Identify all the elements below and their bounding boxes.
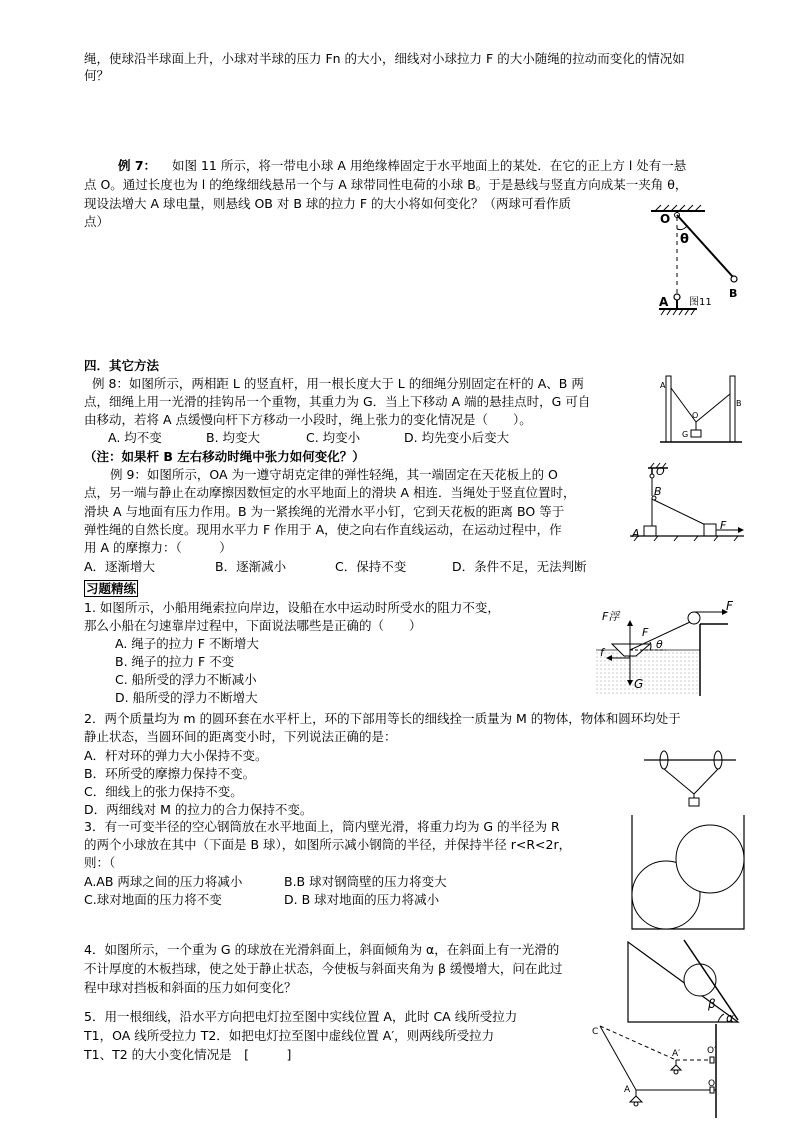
- ex7-line-3: 现设法增大 A 球电量，则悬线 OB 对 B 球的拉力 F 的大小将如何变化？（两球可看作质: [84, 196, 572, 211]
- ex9-line-5: 用 A 的摩擦力：（ ）: [84, 540, 232, 555]
- ex9-fig-label-b: B: [654, 485, 662, 498]
- q4-line-1: 4．如图所示，一个重为 G 的球放在光滑斜面上，斜面倾角为 α，在斜面上有一光滑的: [84, 942, 560, 957]
- q5-fig-label-aprime: A′: [672, 1049, 681, 1059]
- q1-fig-label-g: G: [634, 677, 644, 691]
- q2-line-1: 2．两个质量均为 m 的圆环套在水平杆上，环的下部用等长的细线拴一质量为 M 的物体，物体和圆环均处于: [84, 711, 681, 726]
- ex9-fig-label-o: O: [656, 465, 665, 478]
- ex8-line-2: 点，细绳上用一光滑的挂钩吊一个重物，其重力为 G．当上下移动 A 端的悬挂点时，G 可自: [84, 394, 591, 409]
- ex8-fig-label-a: A: [660, 381, 666, 390]
- ex8-option-a: A. 均不变: [108, 430, 162, 445]
- ex9-fig-label-a: A: [632, 527, 640, 540]
- q1-fig-label-f-small: f: [600, 646, 604, 659]
- ex9-option-d: D．条件不足，无法判断: [452, 559, 587, 574]
- q1-fig-label-f-rope: F: [642, 626, 649, 639]
- ex7-line-2: 点 O。通过长度也为 l 的绝缘细线悬吊一个与 A 球带同性电荷的小球 B。于是悬线与竖直方向成某一夹角 θ，: [84, 177, 688, 192]
- figure-q5-lamp: [590, 1022, 720, 1120]
- q2-option-d: D．两细线对 M 的拉力的合力保持不变。: [84, 802, 313, 817]
- q4-fig-label-alpha: α: [726, 1011, 734, 1025]
- q2-option-a: A．杆对环的弹力大小保持不变。: [84, 748, 268, 763]
- q2-line-2: 静止状态，当圆环间的距离变小时，下列说法正确的是：: [84, 729, 397, 744]
- ex8-fig-label-g: G: [682, 430, 689, 439]
- q5-fig-label-c: C: [592, 1027, 599, 1037]
- figure-ex8: [660, 374, 744, 446]
- q3-line-1: 3．有一可变半径的空心钢筒放在水平地面上，筒内壁光滑，将重力均为 G 的半径为 R: [84, 819, 560, 834]
- q5-line-3: T1、T2 的大小变化情况是 [ ]: [84, 1047, 292, 1062]
- q5-fig-label-a: A: [624, 1085, 631, 1095]
- ex8-fig-label-b: B: [736, 399, 742, 408]
- ex9-line-3: 滑块 A 与地面有压力作用。B 为一紧挨绳的光滑水平小钉，它到天花板的距离 BO 等于: [84, 504, 565, 519]
- fig11-label-b: B: [729, 287, 738, 300]
- ex7-label: 例 7：: [118, 158, 157, 173]
- intro-line-2: 何？: [84, 68, 110, 83]
- ex9-fig-label-f: F: [720, 519, 727, 532]
- q5-fig-label-o: O: [708, 1079, 716, 1089]
- q5-line-2: T1，OA 线所受拉力 T2．如把电灯拉至图中虚线位置 A′，则两线所受拉力: [84, 1028, 495, 1043]
- q2-option-b: B．环所受的摩擦力保持不变。: [84, 766, 256, 781]
- ex9-line-2: 点，另一端与静止在动摩擦因数恒定的水平地面上的滑块 A 相连．当绳处于竖直位置时，: [84, 485, 576, 500]
- q4-line-2: 不计厚度的木板挡球，使之处于静止状态，今使板与斜面夹角为 β 缓慢增大，问在此过: [84, 961, 563, 976]
- intro-line-1: 绳，使球沿半球面上升，小球对半球的压力 Fn 的大小，细线对小球拉力 F 的大小随绳的拉动而变化的情况如: [84, 51, 685, 66]
- ex9-option-b: B．逐渐减小: [215, 559, 287, 574]
- q3-line-2: 的两个小球放在其中（下面是 B 球），如图所示减小钢筒的半径，并保持半径 r<R<2r，: [84, 837, 572, 852]
- q1-option-a: A. 绳子的拉力 F 不断增大: [115, 636, 259, 651]
- q1-fig-label-theta: θ: [656, 638, 663, 651]
- q3-line-3: 则：（: [84, 855, 116, 870]
- ex9-line-4: 弹性绳的自然长度。现用水平力 F 作用于 A，使之向右作直线运动，在运动过程中，作: [84, 522, 562, 537]
- q3-option-c: C.球对地面的压力将不变: [84, 892, 222, 907]
- practice-title-text: 习题精练: [86, 581, 137, 596]
- ex8-line-3: 由移动，若将 A 点缓慢向杆下方移动一小段时，绳上张力的变化情况是（ ）。: [84, 412, 532, 427]
- ex8-line-1: 例 8：如图所示，两相距 L 的竖直杆，用一根长度大于 L 的细绳分别固定在杆的 A、B 两: [92, 376, 584, 391]
- figure-ex9: [626, 462, 746, 546]
- ex8-fig-label-o: O: [692, 411, 699, 420]
- q1-option-b: B. 绳子的拉力 F 不变: [115, 654, 235, 669]
- fig11-label-o: O: [660, 212, 671, 226]
- ex7-line-4: 点）: [84, 214, 110, 229]
- q4-fig-label-beta: β: [708, 997, 716, 1011]
- ex9-line-1: 例 9：如图所示，OA 为一遵守胡克定律的弹性轻绳，其一端固定在天花板上的 O: [110, 467, 558, 482]
- ex8-option-d: D. 均先变小后变大: [404, 430, 510, 445]
- figure-11: [645, 203, 745, 323]
- section-4-title: 四．其它方法: [84, 358, 160, 373]
- ex8-option-c: C. 均变小: [306, 430, 361, 445]
- q5-line-1: 5．用一根细线，沿水平方向把电灯拉至图中实线位置 A，此时 CA 线所受拉力: [84, 1009, 518, 1024]
- fig11-label-theta: θ: [680, 232, 689, 247]
- ex9-option-c: C．保持不变: [335, 559, 407, 574]
- fig11-label-a: A: [659, 295, 669, 309]
- q2-option-c: C．细线上的张力保持不变。: [84, 784, 243, 799]
- figure-q1-boat: [596, 600, 746, 700]
- q1-line-2: 那么小船在匀速靠岸过程中，下面说法哪些是正确的（ ）: [84, 618, 422, 633]
- q1-option-c: C. 船所受的浮力不断减小: [115, 672, 257, 687]
- q3-option-d: D. B 球对地面的压力将减小: [284, 892, 440, 907]
- ex8-option-b: B. 均变大: [206, 430, 261, 445]
- q1-option-d: D. 船所受的浮力不断增大: [115, 690, 258, 705]
- q1-line-1: 1. 如图所示，小船用绳索拉向岸边，设船在水中运动时所受水的阻力不变，: [84, 600, 500, 615]
- figure-q2-rings: [640, 746, 740, 808]
- figure-q4-incline: [626, 938, 742, 1026]
- q3-option-b: B.B 球对钢筒壁的压力将变大: [284, 874, 447, 889]
- q1-fig-label-f-top: F: [726, 599, 733, 613]
- ex9-option-a: A．逐渐增大: [84, 559, 156, 574]
- q3-option-a: A.AB 两球之间的压力将减小: [84, 874, 243, 889]
- practice-title: [84, 580, 138, 597]
- q4-line-3: 程中球对挡板和斜面的压力如何变化？: [84, 980, 297, 995]
- q5-fig-label-oprime: O′: [707, 1046, 717, 1056]
- figure-q3-cylinder: [630, 815, 746, 931]
- q1-fig-label-ffloat: F浮: [602, 610, 620, 623]
- ex7-line-1: 如图 11 所示，将一带电小球 A 用绝缘棒固定于水平地面上的某处．在它的正上方 l 处有一悬: [172, 158, 687, 173]
- fig11-caption: 图11: [689, 297, 712, 308]
- ex8-note: （注：如果杆 B 左右移动时绳中张力如何变化？）: [84, 449, 365, 464]
